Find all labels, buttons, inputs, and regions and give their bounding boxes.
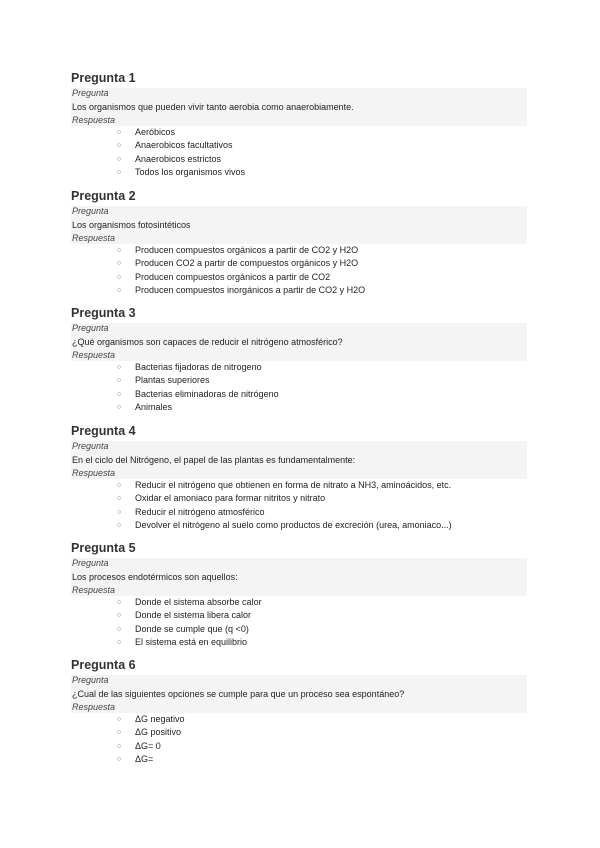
option-text: Bacterias fijadoras de nitrogeno — [135, 362, 262, 372]
option-text: Plantas superiores — [135, 375, 210, 386]
option-text: Donde se cumple que (q <0) — [135, 623, 249, 634]
option-text: ΔG= 0 — [135, 740, 161, 751]
answer-option[interactable] — [71, 284, 527, 297]
option-text: Producen compuestos orgánicos a partir de CO2 y H2O — [135, 245, 359, 255]
radio-circle-icon[interactable]: ○ — [117, 286, 122, 294]
radio-circle-icon[interactable]: ○ — [117, 129, 122, 136]
answer-option[interactable] — [71, 126, 527, 139]
answer-label: Respuesta — [71, 585, 527, 596]
question-label: Pregunta — [71, 206, 527, 217]
answer-options — [71, 713, 527, 766]
answer-option[interactable] — [71, 479, 527, 492]
option-text: ΔG= — [135, 753, 154, 764]
option-text: Reducir el nitrógeno que obtienen en forma de nitrato a NH3, aminoácidos, etc. — [135, 480, 452, 490]
answer-option[interactable] — [71, 623, 527, 636]
option-text: Donde el sistema libera calor — [135, 610, 252, 621]
answer-label: Respuesta — [71, 468, 527, 479]
radio-circle-icon[interactable]: ○ — [117, 599, 122, 606]
question-text: En el ciclo del Nitrógeno, el papel de las plantas es fundamentalmente: — [71, 452, 527, 468]
question-block-6 — [71, 658, 527, 766]
answer-options — [71, 126, 527, 179]
radio-circle-icon[interactable]: ○ — [117, 377, 122, 385]
question-text: ¿Cual de las siguientes opciones se cumple para que un proceso sea espontáneo? — [71, 686, 527, 702]
question-title: Pregunta 1 — [71, 71, 136, 85]
option-text: ΔG negativo — [135, 714, 185, 724]
radio-circle-icon[interactable]: ○ — [117, 142, 122, 150]
answer-option[interactable] — [71, 388, 527, 401]
question-title: Pregunta 5 — [71, 541, 136, 555]
radio-circle-icon[interactable]: ○ — [117, 716, 122, 723]
option-text: ΔG positivo — [135, 727, 182, 738]
option-text: Anaerobicos estrictos — [135, 153, 222, 164]
option-text: El sistema está en equilibrio — [135, 636, 248, 647]
answer-option[interactable] — [71, 713, 527, 726]
question-label: Pregunta — [71, 675, 527, 686]
question-text: Los organismos fotosintéticos — [71, 217, 527, 233]
question-title: Pregunta 4 — [71, 424, 136, 438]
option-text: Anaerobicos facultativos — [135, 140, 233, 151]
radio-circle-icon[interactable]: ○ — [117, 521, 122, 529]
option-text: Devolver el nitrógeno al suelo como productos de excreción (urea, amoniaco...) — [135, 519, 452, 530]
option-text: Donde el sistema absorbe calor — [135, 597, 262, 607]
answer-options — [71, 361, 527, 414]
answer-options — [71, 479, 527, 532]
question-label: Pregunta — [71, 441, 527, 452]
answer-label: Respuesta — [71, 233, 527, 244]
radio-circle-icon[interactable]: ○ — [117, 742, 122, 750]
answer-label: Respuesta — [71, 350, 527, 361]
answer-option[interactable] — [71, 244, 527, 257]
answer-option[interactable] — [71, 166, 527, 179]
answer-option[interactable] — [71, 139, 527, 152]
question-title: Pregunta 6 — [71, 658, 136, 672]
answer-option[interactable] — [71, 596, 527, 609]
radio-circle-icon[interactable]: ○ — [117, 625, 122, 633]
question-block-3 — [71, 306, 527, 414]
answer-options — [71, 244, 527, 297]
question-block-4 — [71, 424, 527, 532]
option-text: Producen compuestos inorgánicos a partir de CO2 y H2O — [135, 284, 366, 295]
answer-option[interactable] — [71, 726, 527, 739]
radio-circle-icon[interactable]: ○ — [117, 495, 122, 503]
option-text: Todos los organismos vivos — [135, 166, 246, 177]
radio-circle-icon[interactable]: ○ — [117, 638, 122, 646]
question-text: Los organismos que pueden vivir tanto aerobia como anaerobiamente. — [71, 99, 527, 115]
answer-option[interactable] — [71, 361, 527, 374]
option-text: Producen compuestos orgánicos a partir de CO2 — [135, 271, 331, 282]
option-text: Reducir el nitrógeno atmosférico — [135, 506, 265, 517]
question-block-5 — [71, 541, 527, 649]
question-block-2 — [71, 189, 527, 297]
option-text: Animales — [135, 401, 173, 412]
radio-circle-icon[interactable]: ○ — [117, 729, 122, 737]
answer-option[interactable] — [71, 153, 527, 166]
answer-option[interactable] — [71, 374, 527, 387]
radio-circle-icon[interactable]: ○ — [117, 508, 122, 516]
answer-option[interactable] — [71, 609, 527, 622]
question-text: ¿Qué organismos son capaces de reducir el nitrógeno atmosférico? — [71, 334, 527, 350]
radio-circle-icon[interactable]: ○ — [117, 260, 122, 268]
answer-label: Respuesta — [71, 115, 527, 126]
option-text: Bacterias eliminadoras de nitrógeno — [135, 388, 279, 399]
answer-option[interactable] — [71, 740, 527, 753]
answer-option[interactable] — [71, 636, 527, 649]
option-text: Aeróbicos — [135, 127, 176, 137]
question-title: Pregunta 3 — [71, 306, 136, 320]
option-text: Oxidar el amoniaco para formar nitritos y nitrato — [135, 493, 326, 504]
radio-circle-icon[interactable]: ○ — [117, 390, 122, 398]
radio-circle-icon[interactable]: ○ — [117, 155, 122, 163]
radio-circle-icon[interactable]: ○ — [117, 273, 122, 281]
answer-option[interactable] — [71, 753, 527, 766]
radio-circle-icon[interactable]: ○ — [117, 247, 122, 254]
answer-option[interactable] — [71, 401, 527, 414]
question-block-1 — [71, 71, 527, 179]
radio-circle-icon[interactable]: ○ — [117, 403, 122, 411]
radio-circle-icon[interactable]: ○ — [117, 612, 122, 620]
answer-option[interactable] — [71, 519, 527, 532]
radio-circle-icon[interactable]: ○ — [117, 364, 122, 371]
option-text: Producen CO2 a partir de compuestos orgánicos y H2O — [135, 258, 359, 269]
answer-options — [71, 596, 527, 649]
question-label: Pregunta — [71, 88, 527, 99]
radio-circle-icon[interactable]: ○ — [117, 755, 122, 763]
question-label: Pregunta — [71, 558, 527, 569]
question-title: Pregunta 2 — [71, 189, 136, 203]
answer-option[interactable] — [71, 492, 527, 505]
answer-option[interactable] — [71, 257, 527, 270]
question-text: Los procesos endotérmicos son aquellos: — [71, 569, 527, 585]
question-label: Pregunta — [71, 323, 527, 334]
answer-option[interactable] — [71, 271, 527, 284]
radio-circle-icon[interactable]: ○ — [117, 168, 122, 176]
radio-circle-icon[interactable]: ○ — [117, 482, 122, 489]
answer-label: Respuesta — [71, 702, 527, 713]
answer-option[interactable] — [71, 506, 527, 519]
